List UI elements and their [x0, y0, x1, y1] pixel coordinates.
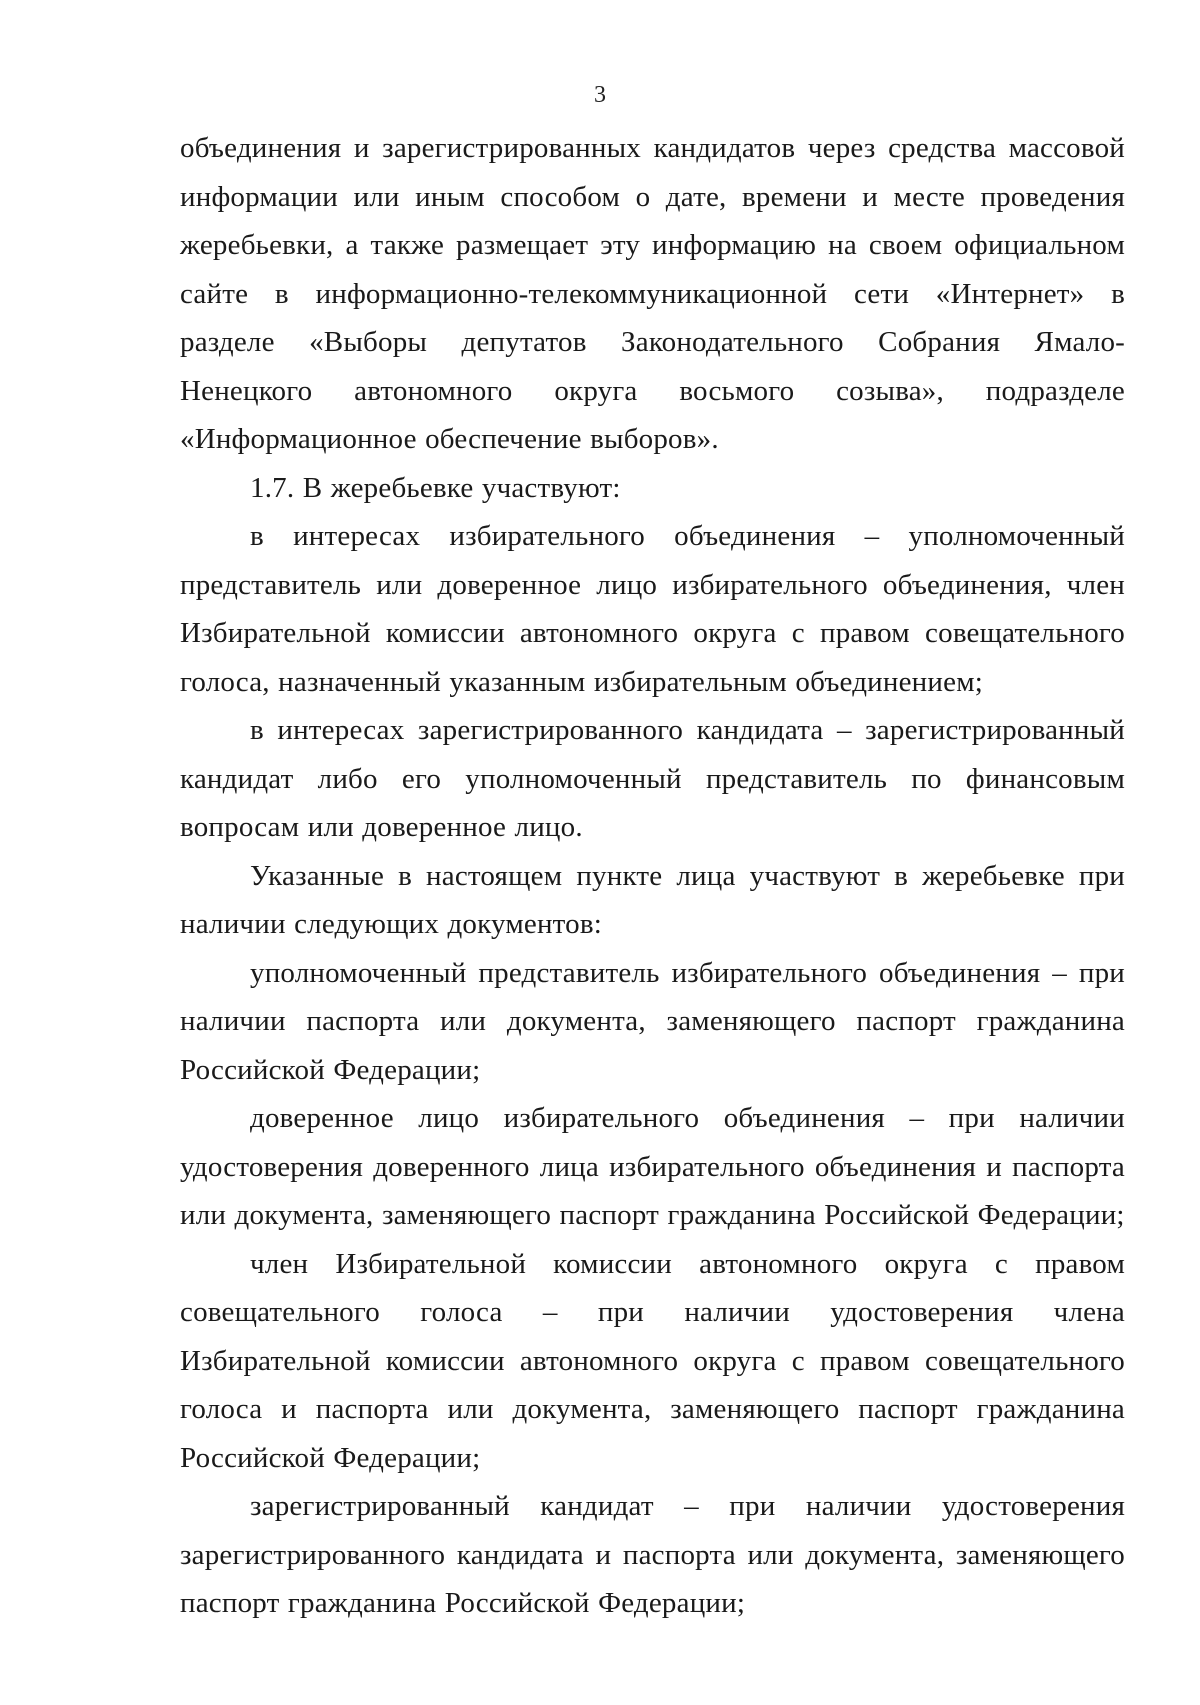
paragraph-documents-intro: Указанные в настоящем пункте лица участвуют в жеребьевке при наличии следующих документов:	[180, 859, 1125, 940]
paragraph-continuation: объединения и зарегистрированных кандидатов через средства массовой информации или иным способом о дате, времени и месте проведения жеребьевки, а также размещает эту информацию на своем официальном сайте в информационно-телекоммуникационной сети «Интернет» в разделе «Выборы депутатов Законодательного Собрания Ямало-Ненецкого автономного округа восьмого созыва», подразделе «Информационное обеспечение выборов».	[180, 132, 1125, 455]
paragraph-candidate-participants: в интересах зарегистрированного кандидата – зарегистрированный кандидат либо его уполномоченный представитель по финансовым вопросам или доверенное лицо.	[180, 714, 1125, 843]
paragraph-registered-candidate: зарегистрированный кандидат – при наличии удостоверения зарегистрированного кандидата и паспорта или документа, заменяющего паспорт гражданина Российской Федерации;	[180, 1490, 1125, 1619]
page-number: 3	[594, 82, 606, 108]
paragraph-party-participants: в интересах избирательного объединения – уполномоченный представитель или доверенное лицо избирательного объединения, член Избирательной комиссии автономного округа с правом совещательного голоса, назначенный указанным избирательным объединением;	[180, 520, 1125, 698]
paragraph-trusted-person: доверенное лицо избирательного объединения – при наличии удостоверения доверенного лица избирательного объединения и паспорта или документа, заменяющего паспорт гражданина Российской Федерации;	[180, 1102, 1125, 1231]
document-body	[180, 124, 1125, 1628]
paragraph-commission-member: член Избирательной комиссии автономного округа с правом совещательного голоса – при наличии удостоверения члена Избирательной комиссии автономного округа с правом совещательного голоса и паспорта или документа, заменяющего паспорт гражданина Российской Федерации;	[180, 1247, 1125, 1474]
paragraph-authorized-representative: уполномоченный представитель избирательного объединения – при наличии паспорта или документа, заменяющего паспорт гражданина Российской Федерации;	[180, 956, 1125, 1086]
paragraph-clause-heading: 1.7. В жеребьевке участвуют:	[250, 471, 621, 504]
